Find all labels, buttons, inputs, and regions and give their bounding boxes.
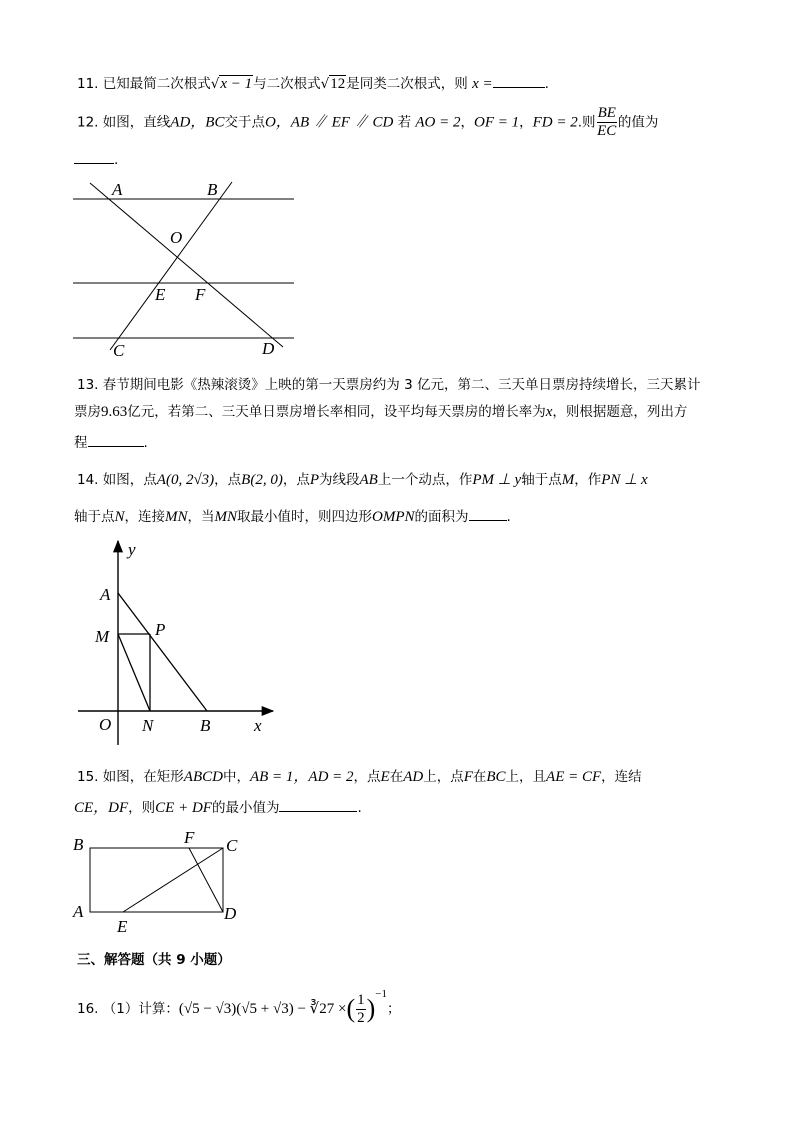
q14-text-5: 上一个动点，作 bbox=[377, 472, 473, 488]
q12-cond-2: OF = 1 bbox=[474, 114, 520, 131]
q13-text-2c: ，则根据题意，列出方 bbox=[552, 404, 688, 420]
question-11 bbox=[77, 72, 549, 93]
q12-text-2: 交于点 bbox=[224, 114, 265, 131]
q14-text-6: 轴于点 bbox=[521, 472, 562, 488]
q15-point-e: E bbox=[380, 769, 390, 785]
q14-point-n: N bbox=[114, 509, 125, 525]
label-c: C bbox=[113, 341, 125, 360]
q12-sep-1: ， bbox=[460, 114, 475, 131]
q14-pm-perp: PM ⊥ y bbox=[472, 472, 522, 488]
section-3-title: 三、解答题（共 9 小题） bbox=[77, 952, 231, 968]
q15-point-f: F bbox=[463, 769, 473, 785]
q11-text-3: 是同类二次根式，则 bbox=[346, 76, 468, 92]
q14-answer-blank[interactable] bbox=[469, 508, 507, 521]
q14-text-2c: ，当 bbox=[187, 509, 215, 525]
q14-text-2e: 的面积为 bbox=[414, 509, 469, 525]
label-b: B bbox=[207, 180, 218, 199]
line-ad bbox=[90, 183, 283, 347]
question-12 bbox=[77, 106, 658, 139]
q15-expression: CE + DF bbox=[155, 800, 212, 816]
left-paren-icon: ( bbox=[346, 994, 356, 1023]
label-o: O bbox=[170, 228, 183, 247]
label-f: F bbox=[195, 285, 206, 304]
right-paren-icon: ) bbox=[366, 994, 376, 1023]
q12-fraction bbox=[597, 106, 617, 139]
label-n: N bbox=[142, 716, 154, 735]
q14-point-m: M bbox=[561, 472, 575, 488]
q14-text-7: ，作 bbox=[574, 472, 602, 488]
q12-text-1: 如图，直线 bbox=[102, 114, 171, 131]
q13-number: 13. bbox=[77, 377, 99, 393]
segment-df bbox=[189, 848, 223, 912]
q13-answer-blank[interactable] bbox=[88, 434, 144, 447]
q14-text-2b: ，连接 bbox=[124, 509, 166, 525]
q12-end: . bbox=[114, 152, 119, 168]
label-c: C bbox=[226, 836, 238, 855]
q15-line-2 bbox=[74, 796, 362, 817]
q15-text-1: 如图，在矩形 bbox=[102, 769, 184, 785]
q16-frac-den: 2 bbox=[357, 1009, 365, 1026]
q16-end: ； bbox=[387, 1001, 401, 1017]
q15-text-5: 上，点 bbox=[423, 769, 464, 785]
q14-text-4: 为线段 bbox=[319, 472, 360, 488]
q15-cond-1: AB = 1，AD = 2 bbox=[249, 769, 354, 785]
q14-quad-ompn: OMPN bbox=[372, 509, 415, 525]
question-15 bbox=[77, 765, 642, 786]
q12-number: 12. bbox=[77, 114, 99, 131]
question-16 bbox=[77, 988, 401, 1026]
q16-number: 16. bbox=[77, 1001, 99, 1017]
q11-radicand-2: 12 bbox=[330, 76, 346, 92]
label-d: D bbox=[224, 904, 237, 923]
q14-segment-mn-2: MN bbox=[214, 509, 238, 525]
q14-segment-mn: MN bbox=[165, 509, 188, 525]
sqrt-icon: √ bbox=[210, 76, 220, 92]
q13-variable: x bbox=[545, 404, 553, 420]
figure-14 bbox=[70, 535, 290, 750]
q14-text-2d: 取最小值时，则四边形 bbox=[237, 509, 373, 525]
label-b: B bbox=[200, 716, 211, 735]
q12-text-3: 若 bbox=[397, 114, 412, 131]
q12-cond-1: AO = 2 bbox=[415, 114, 461, 131]
label-x: x bbox=[254, 716, 262, 735]
q12-text-5: 的值为 bbox=[617, 114, 659, 131]
q14-segment-ab: AB bbox=[359, 472, 378, 488]
q15-number: 15. bbox=[77, 769, 99, 785]
q15-text-7: 上，且 bbox=[505, 769, 547, 785]
q15-cond-2: AE = CF bbox=[546, 769, 602, 785]
q15-rect: ABCD bbox=[183, 769, 223, 785]
q12-lines: AD，BC bbox=[170, 114, 225, 131]
q14-end: . bbox=[506, 509, 511, 525]
q15-text-6: 在 bbox=[472, 769, 487, 785]
segment-ce bbox=[123, 848, 223, 912]
line-bc bbox=[110, 182, 232, 350]
q11-end: . bbox=[544, 76, 549, 92]
q15-text-2: 中， bbox=[222, 769, 250, 785]
q14-pn-perp: PN ⊥ x bbox=[601, 472, 648, 488]
q11-radicand-1: x − 1 bbox=[220, 76, 253, 92]
figure-15 bbox=[68, 828, 248, 938]
q15-text-2c: 的最小值为 bbox=[211, 800, 280, 816]
q15-text-8: ，连结 bbox=[601, 769, 642, 785]
q11-variable: x = bbox=[472, 76, 493, 92]
q12-sep-2: ， bbox=[519, 114, 533, 131]
q12-text-4: .则 bbox=[577, 114, 596, 131]
q13-text-2a: 票房 bbox=[74, 404, 101, 420]
q11-answer-blank[interactable] bbox=[493, 75, 545, 88]
q15-text-4: 在 bbox=[389, 769, 404, 785]
q14-point-a: A(0, 2√3) bbox=[156, 472, 215, 488]
q14-text-2: ，点 bbox=[214, 472, 242, 488]
q13-value: 9.63 bbox=[101, 404, 128, 420]
sqrt-icon: √ bbox=[320, 76, 330, 92]
q14-line-2 bbox=[74, 505, 511, 526]
label-d: D bbox=[262, 339, 275, 358]
q13-line-2 bbox=[74, 400, 687, 421]
q16-expression: (√5 − √3)(√5 + √3) − ∛27 × bbox=[178, 1001, 347, 1017]
q12-answer-line bbox=[74, 151, 118, 168]
label-a: A bbox=[112, 180, 123, 199]
label-f: F bbox=[184, 828, 195, 847]
q12-answer-blank[interactable] bbox=[74, 151, 114, 164]
label-o: O bbox=[99, 715, 112, 734]
q14-number: 14. bbox=[77, 472, 99, 488]
question-13 bbox=[77, 369, 700, 401]
q14-text-2a: 轴于点 bbox=[74, 509, 115, 525]
q15-side-ad: AD bbox=[403, 769, 424, 785]
label-m: M bbox=[95, 627, 110, 646]
q15-text-3: ，点 bbox=[353, 769, 381, 785]
q14-point-b: B(2, 0) bbox=[241, 472, 283, 488]
q16-part-1: （1）计算： bbox=[102, 1001, 179, 1017]
q12-cond-3: FD = 2 bbox=[532, 114, 578, 131]
label-e: E bbox=[117, 917, 128, 936]
q11-number: 11. bbox=[77, 76, 99, 92]
q15-segments: CE，DF bbox=[74, 800, 129, 816]
q16-fraction bbox=[356, 993, 366, 1026]
q13-line-3 bbox=[74, 431, 148, 451]
q15-end: . bbox=[357, 800, 362, 816]
q12-point-o: O， bbox=[264, 114, 291, 131]
label-p: P bbox=[155, 620, 166, 639]
question-14 bbox=[77, 468, 648, 489]
q14-point-p: P bbox=[309, 472, 319, 488]
q16-frac-num: 1 bbox=[357, 991, 365, 1008]
rectangle-abcd bbox=[90, 848, 223, 912]
segment-mn bbox=[118, 634, 150, 711]
q12-frac-num: BE bbox=[597, 105, 616, 121]
q12-parallel: AB ∥ EF ∥ CD bbox=[290, 114, 394, 131]
q13-end: . bbox=[143, 435, 148, 451]
q13-text-2b: 亿元，若第二、三天单日票房增长率相同，设平均每天票房的增长率为 bbox=[127, 404, 546, 420]
label-b: B bbox=[73, 835, 84, 854]
figure-12 bbox=[70, 180, 310, 360]
q14-text-3: ，点 bbox=[282, 472, 310, 488]
q15-text-2b: ，则 bbox=[128, 800, 156, 816]
q11-text-1: 已知最简二次根式 bbox=[102, 76, 211, 92]
q13-text-3: 程 bbox=[74, 435, 88, 451]
q13-line-1 bbox=[77, 369, 700, 401]
label-y: y bbox=[128, 540, 136, 559]
segment-ab bbox=[118, 593, 207, 711]
label-a: A bbox=[100, 585, 111, 604]
q16-exponent: −1 bbox=[375, 988, 387, 1000]
q13-text-1: 春节期间电影《热辣滚烫》上映的第一天票房约为 3 亿元，第二、三天单日票房持续增长，三天累计 bbox=[102, 377, 701, 393]
q11-text-2: 与二次根式 bbox=[253, 76, 321, 92]
q15-side-bc: BC bbox=[486, 769, 506, 785]
label-e: E bbox=[155, 285, 166, 304]
q12-frac-den: EC bbox=[597, 123, 617, 139]
label-a: A bbox=[73, 902, 84, 921]
q15-answer-blank[interactable] bbox=[279, 799, 357, 812]
q14-text-1: 如图，点 bbox=[102, 472, 157, 488]
